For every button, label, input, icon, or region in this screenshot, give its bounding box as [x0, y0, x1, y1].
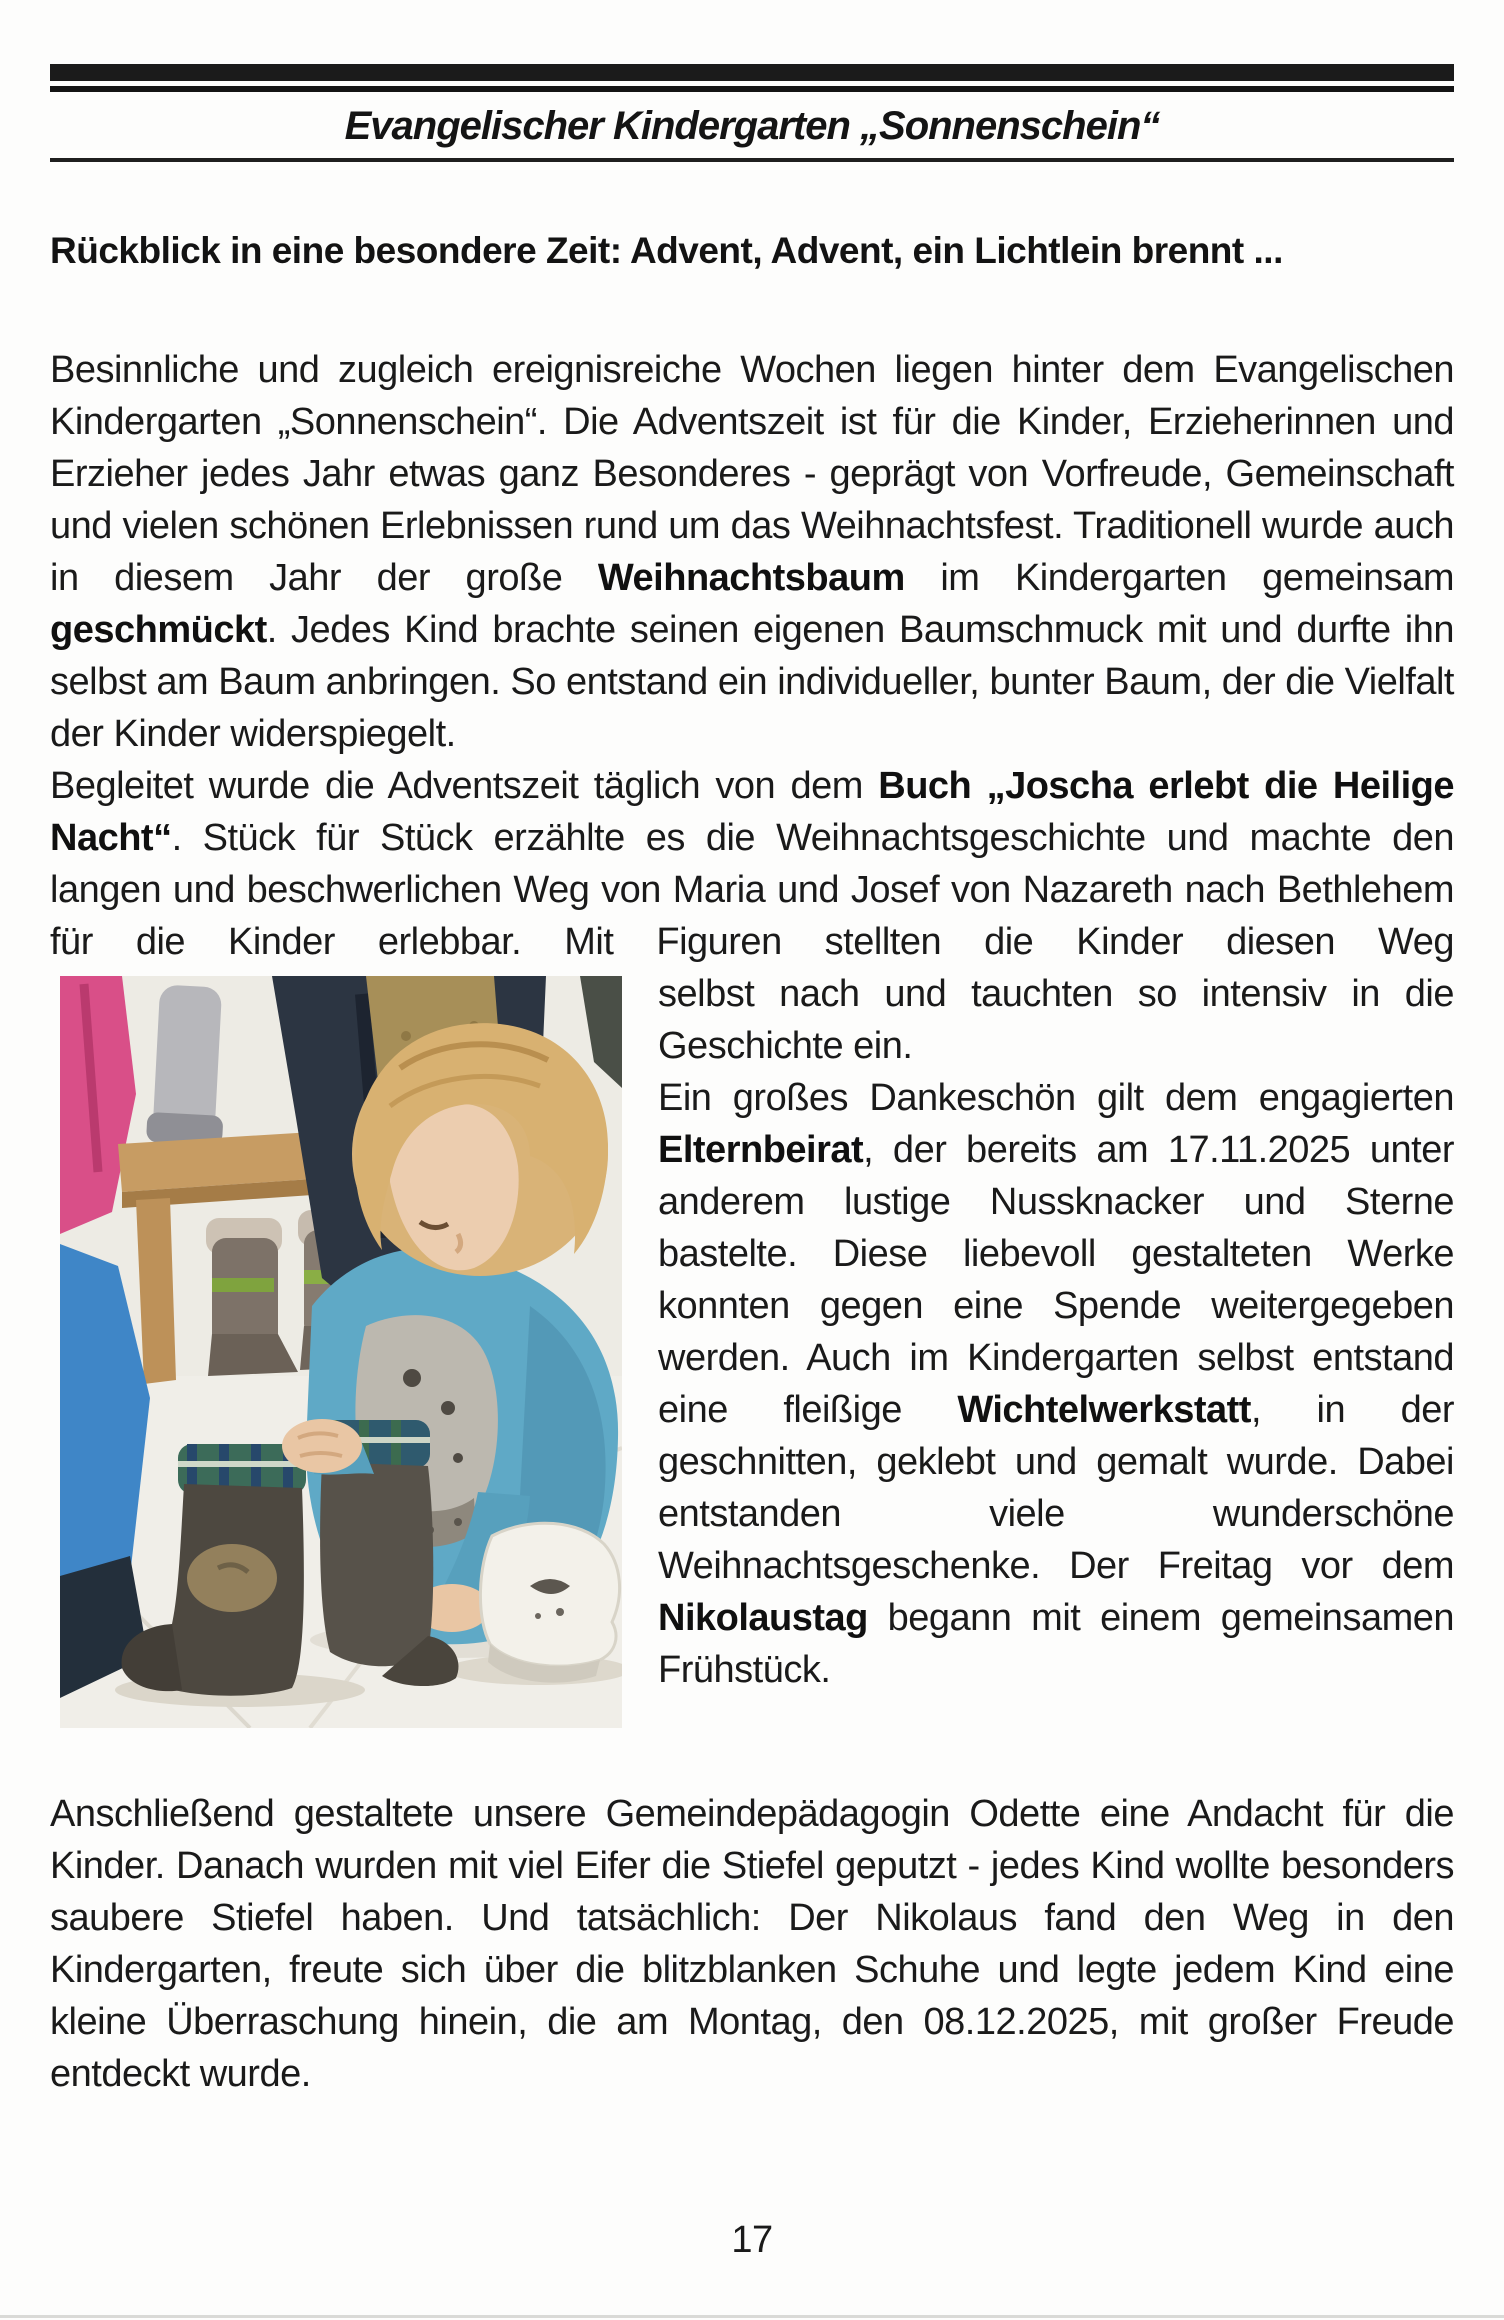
text-segment: selbst nach und tauchten so intensiv in die Geschichte ein. — [658, 973, 1454, 1067]
masthead-rules — [50, 64, 1454, 92]
photo-child-cleaning-boots — [60, 976, 622, 1728]
paragraph-advent — [50, 344, 1454, 760]
text-segment-bold: Elternbeirat — [658, 1129, 864, 1171]
masthead-rule-thick — [50, 64, 1454, 81]
text-segment: , der bereits am 17.11.2025 unter anderem lustige Nussknacker und Sterne bastelte. Diese liebevoll gestalteten Werke konnten gegen eine Spende weitergegeben werden. Auch im Kindergarten selbst entstand eine fleißige — [658, 1129, 1454, 1431]
scan-edge-line — [0, 2315, 1504, 2318]
text-segment-bold: Buch „Joscha erlebt die Heilige Nacht“ — [50, 765, 1454, 859]
masthead-underline — [50, 158, 1454, 162]
masthead-title: Evangelischer Kindergarten „Sonnenschein“ — [344, 104, 1160, 148]
text-segment: im Kindergarten gemeinsam — [904, 557, 1454, 599]
text-segment-bold: Weihnachtsbaum — [597, 557, 905, 599]
text-segment: Besinnliche und zugleich ereignisreiche Wochen liegen hinter dem Evangelischen Kindergarten „Sonnenschein“. Die Adventszeit ist für die Kinder, Erzieherinnen und Erzieher jedes Jahr etwas ganz Besonderes - geprägt von Vorfreude, Gemeinschaft und vielen schönen Erlebnissen rund um das Weihnachtsfest. Traditionell wurde auch in diesem Jahr der große — [50, 349, 1454, 599]
article-heading: Rückblick in eine besondere Zeit: Advent, Advent, ein Lichtlein brennt ... — [50, 230, 1283, 271]
text-segment: begann mit einem gemeinsamen Frühstück. — [658, 1597, 1454, 1691]
text-segment: . Stück für Stück erzählte es die Weihnachtsgeschichte und machte den langen und beschwerlichen Weg von Maria und Josef von Nazareth nach Bethlehem für die Kinder erlebbar. Mit Figuren stellten die Kinder diesen Weg — [50, 817, 1454, 963]
photo-illustration — [60, 976, 622, 1728]
text-segment: Ein großes Dankeschön gilt dem engagierten — [658, 1077, 1454, 1119]
text-segment-bold: geschmückt — [50, 609, 267, 651]
text-segment: , in der geschnitten, geklebt und gemalt wurde. Dabei entstanden viele wunderschöne Weihnachtsgeschenke. Der Freitag vor dem — [658, 1389, 1454, 1587]
text-segment: Begleitet wurde die Adventszeit täglich von dem — [50, 765, 879, 807]
text-segment: . Jedes Kind brachte seinen eigenen Baumschmuck mit und durfte ihn selbst am Baum anbringen. So entstand ein individueller, bunter Baum, der die Vielfalt der Kinder widerspiegelt. — [50, 609, 1454, 755]
article-body — [50, 344, 1454, 2100]
text-segment-bold: Nikolaustag — [658, 1597, 868, 1639]
text-segment: Anschließend gestaltete unsere Gemeindepädagogin Odette eine Andacht für die Kinder. Danach wurden mit viel Eifer die Stiefel geputzt - jedes Kind wollte besonders saubere Stiefel haben. Und tatsächlich: Der Nikolaus fand den Weg in den Kindergarten, freute sich über die blitzblanken Schuhe und legte jedem Kind eine kleine Überraschung hinein, die am Montag, den 08.12.2025, mit großer Freude entdeckt wurde. — [50, 1793, 1454, 2095]
text-segment-bold: Wichtelwerkstatt — [957, 1389, 1251, 1431]
masthead-rule-thin — [50, 86, 1454, 92]
paragraph-joscha — [50, 760, 1454, 968]
paragraph-nikolaus — [50, 1730, 1454, 2100]
page-number: 17 — [731, 2219, 773, 2261]
